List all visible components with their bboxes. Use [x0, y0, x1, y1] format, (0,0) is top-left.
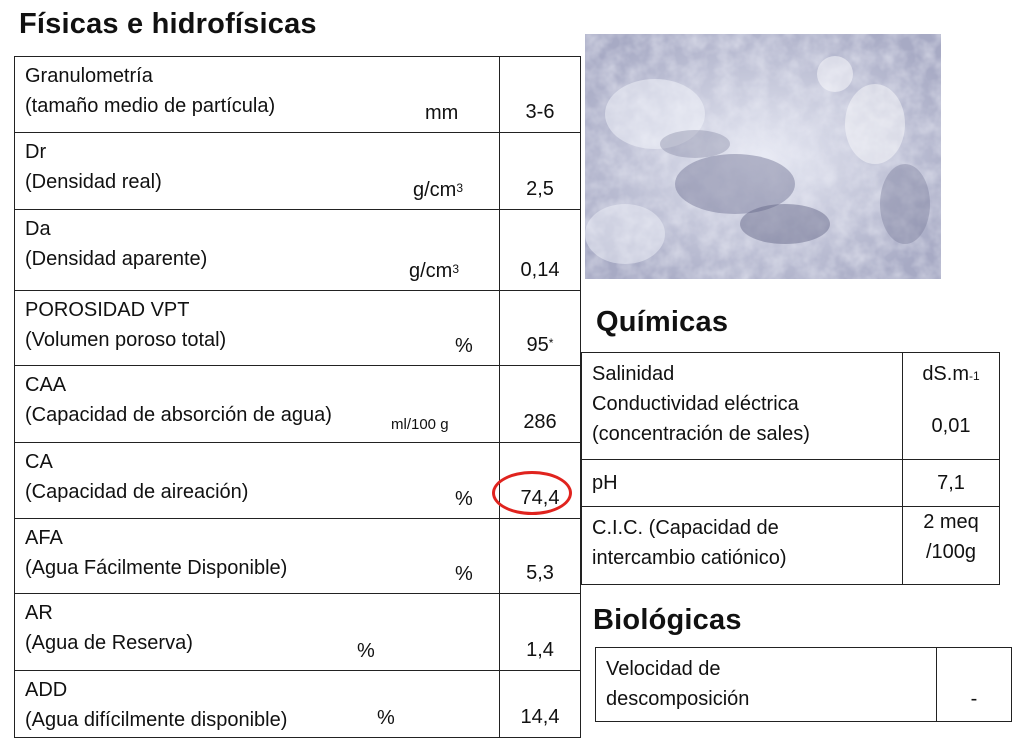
material-photo	[585, 34, 941, 279]
property-description: (Densidad aparente)	[25, 248, 208, 270]
property-value: /100g	[925, 541, 977, 563]
table-row	[15, 366, 581, 443]
property-name: C.I.C. (Capacidad de	[592, 517, 779, 539]
section-title-physical: Físicas e hidrofísicas	[19, 8, 317, 40]
property-name: CAA	[25, 374, 67, 396]
table-row	[15, 210, 581, 291]
property-unit: $g/cm^3$	[413, 179, 464, 201]
property-description: (Densidad real)	[25, 171, 162, 193]
property-value: 286	[523, 411, 557, 433]
property-unit: %	[377, 707, 395, 729]
property-value: 0,14	[520, 259, 560, 281]
table-row	[15, 594, 581, 671]
property-value: 14,4	[520, 706, 560, 728]
property-value: 7,1	[937, 472, 965, 494]
property-name: Granulometría	[25, 65, 153, 87]
property-unit: $dS.m^{-1}$	[922, 363, 980, 385]
property-name: Dr	[25, 141, 47, 163]
section-title-chemical: Químicas	[596, 306, 729, 338]
property-value: 5,3	[526, 562, 554, 584]
property-name: AR	[25, 602, 53, 624]
table-row	[15, 133, 581, 210]
property-description: (Agua Fácilmente Disponible)	[25, 557, 288, 579]
property-description: (Agua difícilmente disponible)	[25, 709, 288, 731]
property-name: Da	[25, 218, 51, 240]
highlight-circle	[492, 471, 572, 515]
property-value: 2,5	[526, 178, 554, 200]
property-unit: %	[455, 488, 473, 510]
property-value: 3-6	[525, 101, 555, 123]
table-row	[15, 443, 581, 519]
table-row	[596, 648, 1012, 722]
table-row	[582, 353, 1000, 460]
table-row	[582, 460, 1000, 507]
property-description: Conductividad eléctrica	[592, 393, 799, 415]
property-description: (concentración de sales)	[592, 423, 810, 445]
property-name: Salinidad	[592, 363, 675, 385]
property-unit: %	[455, 563, 473, 585]
property-description: (Agua de Reserva)	[25, 632, 193, 654]
property-value: 0,01	[931, 415, 971, 437]
material-photo-image	[585, 34, 941, 279]
table-row	[15, 519, 581, 594]
physical-properties-table	[14, 56, 581, 738]
property-description: descomposición	[606, 688, 750, 710]
property-value: 1,4	[526, 639, 554, 661]
table-row	[15, 291, 581, 366]
property-name: POROSIDAD VPT	[25, 299, 190, 321]
chemical-properties-table	[581, 352, 1000, 585]
property-unit: %	[455, 335, 473, 357]
property-description: (Capacidad de aireación)	[25, 481, 249, 503]
table-row	[15, 57, 581, 133]
property-description: (Capacidad de absorción de agua)	[25, 404, 332, 426]
property-name: AFA	[25, 527, 63, 549]
property-unit: %	[357, 640, 375, 662]
property-name: CA	[25, 451, 53, 473]
property-unit: ml/100 g	[391, 416, 449, 433]
property-name: ADD	[25, 679, 68, 701]
biological-properties-table	[595, 647, 1012, 722]
table-row	[15, 671, 581, 738]
property-unit: mm	[425, 102, 459, 124]
property-name: Velocidad de	[606, 658, 721, 680]
section-title-biological: Biológicas	[593, 604, 742, 636]
property-unit: $g/cm^3$	[409, 260, 460, 282]
table-row	[582, 507, 1000, 585]
property-description: (tamaño medio de partícula)	[25, 95, 276, 117]
property-value-highlighted: 74,4	[520, 487, 560, 509]
property-description: (Volumen poroso total)	[25, 329, 227, 351]
property-description: intercambio catiónico)	[592, 547, 787, 569]
property-value: 2 meq	[923, 511, 979, 533]
property-value: -	[970, 688, 978, 710]
property-name: pH	[592, 472, 618, 494]
property-value: 95*	[526, 334, 554, 356]
